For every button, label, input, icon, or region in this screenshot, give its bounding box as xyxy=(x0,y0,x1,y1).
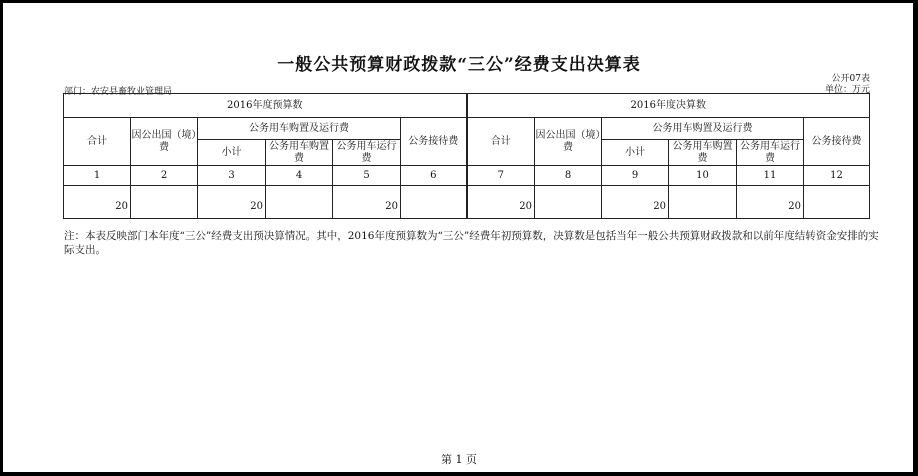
index-cell: 12 xyxy=(804,166,870,186)
page-number: 第 1 页 xyxy=(441,453,477,466)
index-cell: 6 xyxy=(401,166,467,186)
group-header-budget: 2016年度预算数 xyxy=(64,94,467,118)
col-vehicle-budget: 公务用车购置及运行费 xyxy=(198,118,401,140)
col-total-budget: 合计 xyxy=(64,118,131,166)
col-operation-final: 公务用车运行费 xyxy=(737,140,804,166)
header-row-categories xyxy=(64,118,870,140)
header-row-group xyxy=(64,94,870,118)
value-cell xyxy=(266,186,333,219)
col-subtotal-budget: 小计 xyxy=(198,140,266,166)
index-cell: 10 xyxy=(669,166,737,186)
group-header-final: 2016年度决算数 xyxy=(467,94,870,118)
value-cell xyxy=(669,186,737,219)
unit-label: 单位：万元 xyxy=(824,85,870,95)
value-cell: 20 xyxy=(333,186,401,219)
col-purchase-final: 公务用车购置费 xyxy=(669,140,737,166)
value-cell xyxy=(131,186,198,219)
footnote: 注：本表反映部门本年度“三公”经费支出预决算情况。其中，2016年度预算数为“三公”经费年初预算数，决算数是包括当年一般公共预算财政拨款和以前年度结转资金安排的实际支出。 xyxy=(64,230,879,256)
index-cell: 1 xyxy=(64,166,131,186)
col-total-final: 合计 xyxy=(467,118,535,166)
col-reception-budget: 公务接待费 xyxy=(401,118,467,166)
col-operation-budget: 公务用车运行费 xyxy=(333,140,401,166)
index-cell: 5 xyxy=(333,166,401,186)
index-cell: 11 xyxy=(737,166,804,186)
value-cell: 20 xyxy=(467,186,535,219)
index-cell: 7 xyxy=(467,166,535,186)
col-abroad-budget: 因公出国（境）费 xyxy=(131,118,198,166)
col-vehicle-final: 公务用车购置及运行费 xyxy=(602,118,804,140)
index-cell: 9 xyxy=(602,166,669,186)
index-cell: 2 xyxy=(131,166,198,186)
value-cell: 20 xyxy=(737,186,804,219)
index-cell: 3 xyxy=(198,166,266,186)
frame-bottom-border xyxy=(0,472,918,476)
col-subtotal-final: 小计 xyxy=(602,140,669,166)
value-cell xyxy=(804,186,870,219)
data-row xyxy=(64,186,870,219)
col-reception-final: 公务接待费 xyxy=(804,118,870,166)
index-row xyxy=(64,166,870,186)
frame-top-border xyxy=(0,0,918,3)
index-cell: 4 xyxy=(266,166,333,186)
col-purchase-budget: 公务用车购置费 xyxy=(266,140,333,166)
col-abroad-final: 因公出国（境）费 xyxy=(535,118,602,166)
value-cell xyxy=(535,186,602,219)
document-title: 一般公共预算财政拨款“三公”经费支出决算表 xyxy=(277,55,641,75)
form-number: 公开07表 xyxy=(831,74,870,84)
expense-table xyxy=(63,93,870,219)
value-cell: 20 xyxy=(602,186,669,219)
value-cell: 20 xyxy=(64,186,131,219)
value-cell: 20 xyxy=(198,186,266,219)
department-label: 部门：农安县畜牧业管理局 xyxy=(64,87,173,97)
value-cell xyxy=(401,186,467,219)
index-cell: 8 xyxy=(535,166,602,186)
